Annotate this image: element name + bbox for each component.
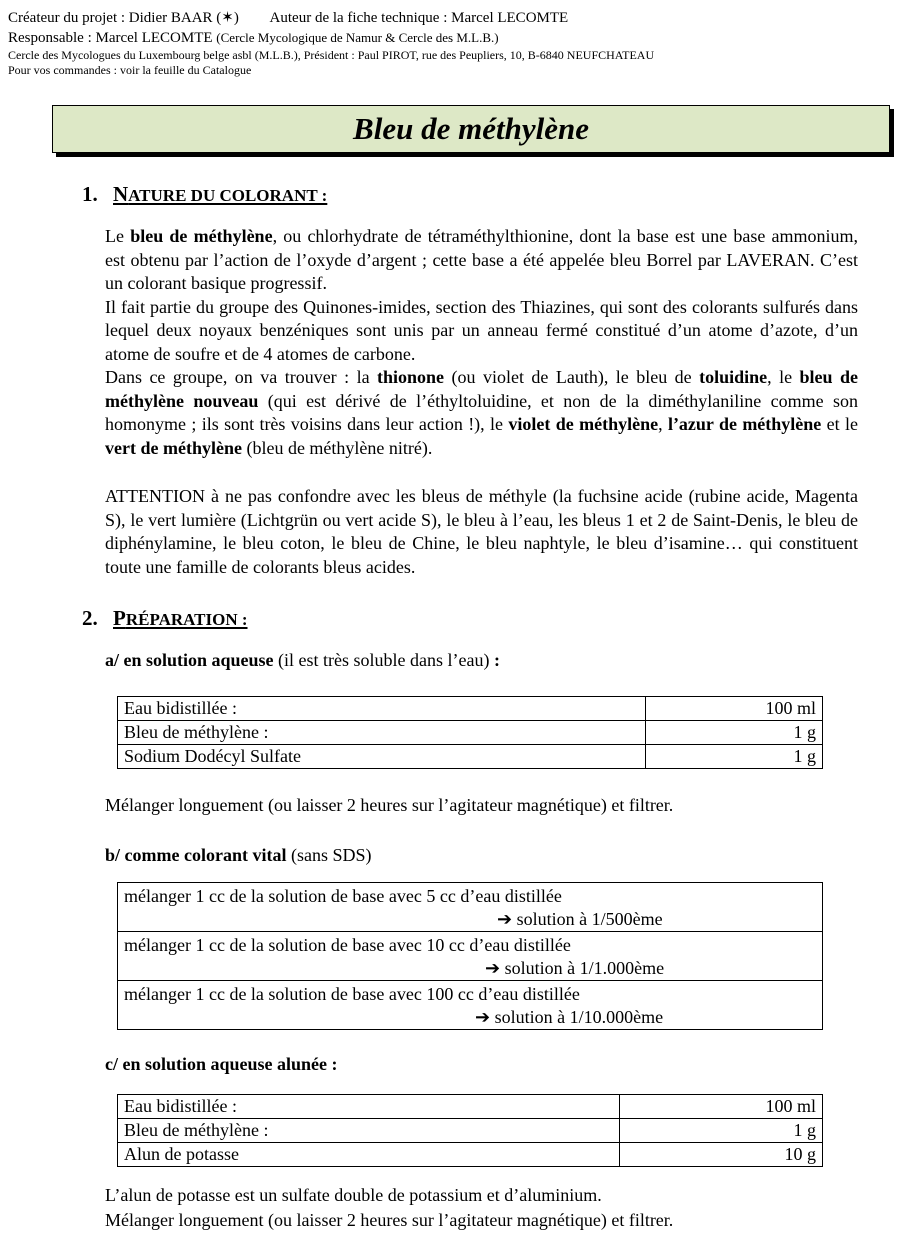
term-toluidine: toluidine: [699, 367, 768, 387]
ingredient-value: 100 ml: [646, 697, 823, 721]
table-row: [118, 745, 823, 769]
term-bleu-nouveau: bleu de méthylène nouveau: [105, 367, 858, 411]
ingredient-value: 1 g: [620, 1119, 823, 1143]
attention-paragraph: ATTENTION à ne pas confondre avec les bleus de méthyle (la fuchsine acide (rubine acide, Magenta S), le vert lumière (Lichtgrün ou vert acide S), le bleu à l’eau, les bleus 1 et 2 de Saint-Denis, le bleu de diphénylamine, le bleu coton, le bleu de Chine, le bleu naphtyle, le bleu d’isamine… qui constituent toute une famille de colorants bleus acides.: [105, 486, 858, 577]
ingredient-label: Bleu de méthylène :: [118, 1119, 620, 1143]
ingredient-label: Alun de potasse: [118, 1143, 620, 1167]
ingredient-value: 10 g: [620, 1143, 823, 1167]
ingredient-label: Eau bidistillée :: [118, 697, 646, 721]
dilution-cell: [118, 981, 823, 1030]
dilution-table: [117, 882, 823, 1030]
dilution-cell: [118, 932, 823, 981]
section-1-title-initial: N: [113, 182, 129, 206]
instruction-c: Mélanger longuement (ou laisser 2 heures sur l’agitateur magnétique) et filtrer.: [105, 1210, 674, 1230]
term-violet: violet de méthylène: [508, 414, 659, 434]
table-row: [118, 1119, 823, 1143]
ingredient-value: 1 g: [646, 721, 823, 745]
section-1-heading: [82, 182, 327, 207]
dilution-result: ➔ solution à 1/10.000ème: [475, 1006, 664, 1027]
arrow-icon: ➔: [497, 908, 513, 929]
subsection-a-heading: a/ en solution aqueuse (il est très soluble dans l’eau) :: [105, 650, 500, 670]
ingredient-label: Bleu de méthylène :: [118, 721, 646, 745]
table-row: [118, 883, 823, 932]
section-1-body: [105, 225, 858, 460]
recipe-table-a: [117, 696, 823, 769]
dilution-cell: [118, 883, 823, 932]
term-bleu-de-methylene: bleu de méthylène: [130, 226, 273, 246]
ingredient-value: 1 g: [646, 745, 823, 769]
section-2-title-rest: RÉPARATION :: [125, 610, 248, 629]
author-text: Auteur de la fiche technique : Marcel LECOMTE: [269, 10, 569, 26]
dilution-instruction: mélanger 1 cc de la solution de base avec 100 cc d’eau distillée: [124, 984, 580, 1004]
page-title: Bleu de méthylène: [353, 111, 589, 146]
paragraph-group: Il fait partie du groupe des Quinones-imides, section des Thiazines, qui sont des colorants sulfurés dans lequel deux noyaux benzéniques sont unis par un anneau fermé constitué d’un atome d’azote, d’un atome de soufre et de 4 atomes de carbone.: [105, 296, 858, 364]
subsection-c-heading: c/ en solution aqueuse alunée :: [105, 1054, 338, 1074]
paragraph-related-dyes: Dans ce groupe, on va trouver : la thionone (ou violet de Lauth), le bleu de toluidine, le bleu de méthylène nouveau (qui est dérivé de l’éthyltoluidine, et non de la diméthylaniline comme son homonyme ; ils sont très voisins dans leur action !), le violet de méthylène, l’azur de méthylène et le vert de méthylène (bleu de méthylène nitré).: [105, 367, 858, 458]
circle-text: Cercle des Mycologues du Luxembourg belge asbl (M.L.B.), Président : Paul PIROT, rue des Peupliers, 10, B-6840 NEUFCHATEAU: [8, 48, 655, 62]
creator-text: Créateur du projet : Didier BAAR (✶): [8, 10, 239, 26]
orders-text: Pour vos commandes : voir la feuille du Catalogue: [8, 63, 252, 77]
section-2-title-initial: P: [113, 606, 126, 630]
dilution-instruction: mélanger 1 cc de la solution de base avec 10 cc d’eau distillée: [124, 935, 571, 955]
table-row: [118, 721, 823, 745]
dilution-result: ➔ solution à 1/1.000ème: [485, 957, 665, 978]
dilution-result: ➔ solution à 1/500ème: [497, 908, 663, 929]
term-azur: l’azur de méthylène: [667, 414, 822, 434]
arrow-icon: ➔: [475, 1006, 491, 1027]
paragraph-definition: Le bleu de méthylène, ou chlorhydrate de tétraméthylthionine, dont la base est une base ammonium, est obtenu par l’action de l’oxyde d’argent ; cette base a été appelée bleu Borrel par LAVERAN. C’est un colorant basique progressif.: [105, 226, 859, 293]
header-line-2: [8, 31, 654, 49]
subsection-b-heading: b/ comme colorant vital (sans SDS): [105, 845, 372, 865]
section-1-number: 1.: [82, 182, 98, 206]
section-2-number: 2.: [82, 606, 98, 630]
section-2-heading: [82, 606, 248, 631]
table-row: [118, 932, 823, 981]
table-row: [118, 981, 823, 1030]
responsable-text: Responsable : Marcel LECOMTE: [8, 30, 213, 46]
section-1-title-rest: ATURE DU COLORANT :: [128, 186, 328, 205]
table-row: [118, 1143, 823, 1167]
responsable-org-text: (Cercle Mycologique de Namur & Cercle des M.L.B.): [216, 30, 499, 45]
table-row: [118, 697, 823, 721]
alun-note: L’alun de potasse est un sulfate double de potassium et d’aluminium.: [105, 1185, 602, 1205]
arrow-icon: ➔: [485, 957, 501, 978]
title-banner: [52, 105, 890, 153]
term-vert: vert de méthylène: [105, 437, 242, 458]
header-line-1: [8, 11, 654, 31]
ingredient-value: 100 ml: [620, 1095, 823, 1119]
table-row: [118, 1095, 823, 1119]
term-thionone: thionone: [377, 367, 445, 387]
instruction-a: Mélanger longuement (ou laisser 2 heures sur l’agitateur magnétique) et filtrer.: [105, 795, 674, 815]
document-header: [8, 11, 654, 78]
dilution-instruction: mélanger 1 cc de la solution de base avec 5 cc d’eau distillée: [124, 886, 562, 906]
recipe-table-c: [117, 1094, 823, 1167]
ingredient-label: Eau bidistillée :: [118, 1095, 620, 1119]
ingredient-label: Sodium Dodécyl Sulfate: [118, 745, 646, 769]
